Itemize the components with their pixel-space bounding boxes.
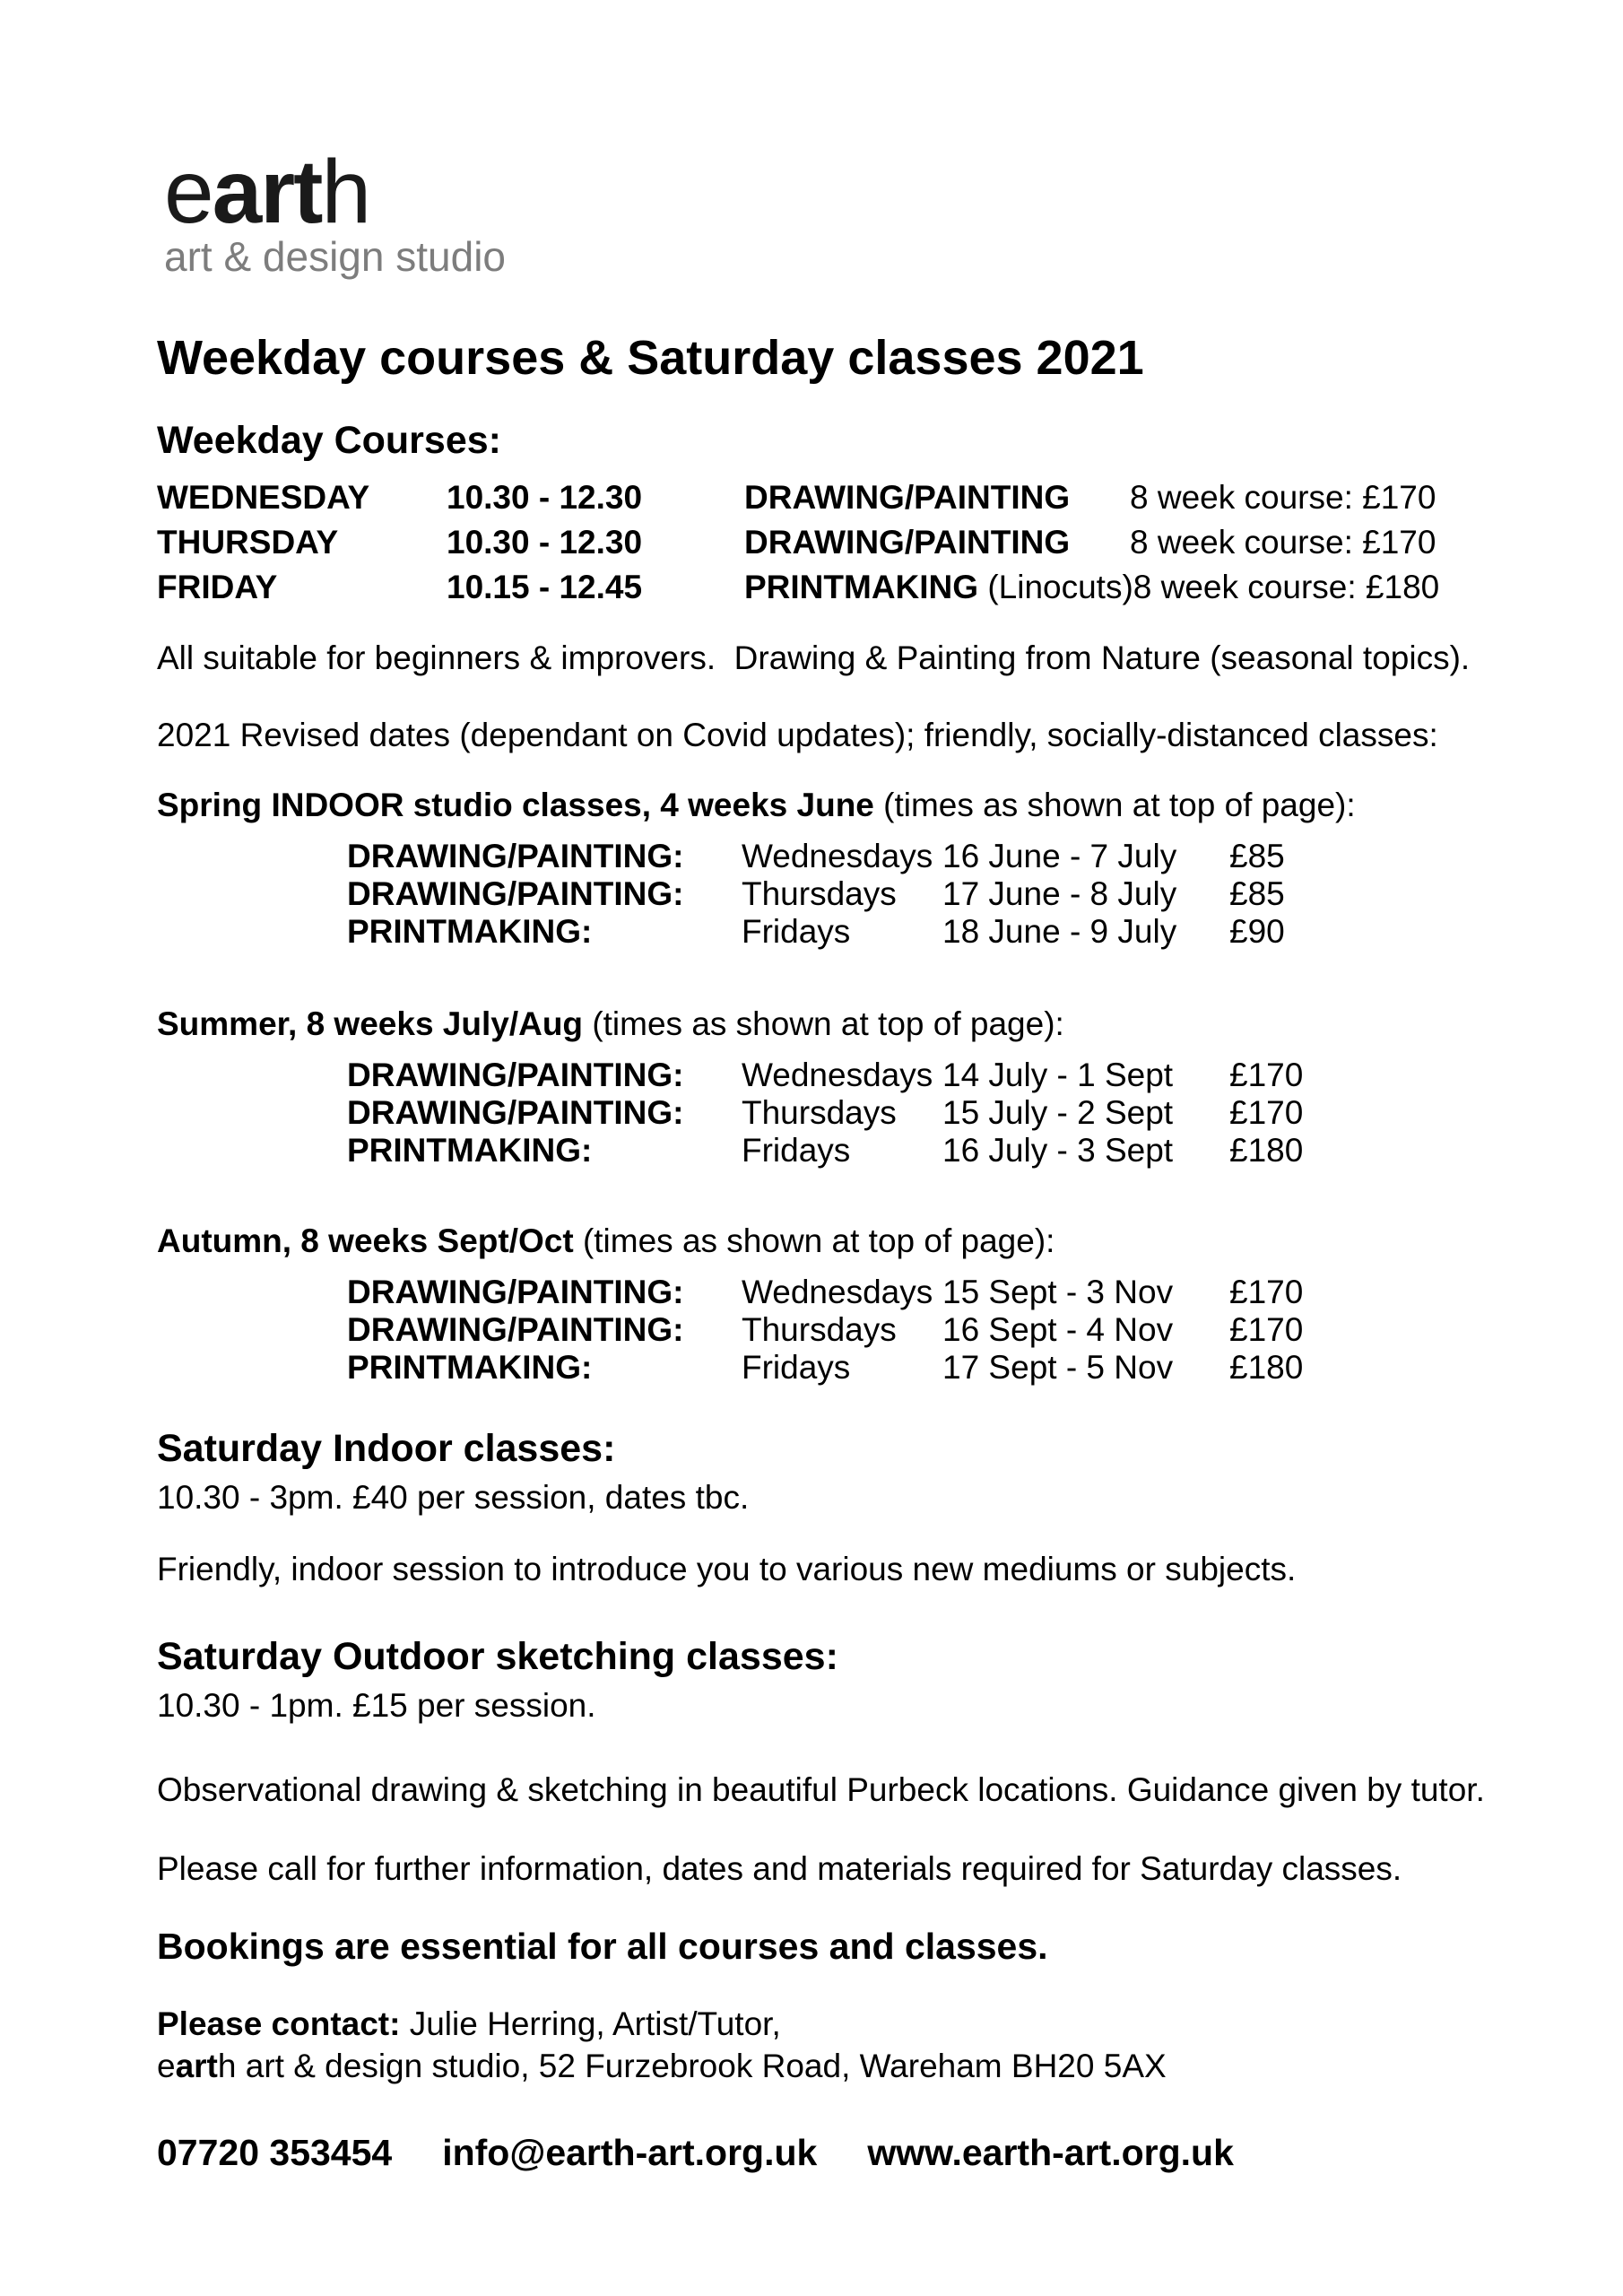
course-name-cell [744,565,1133,610]
season-row [347,913,1515,951]
season-price: £170 [1229,1274,1304,1311]
season-table-autumn [157,1274,1515,1387]
email-address: info@earth-art.org.uk [442,2132,818,2174]
course-day: THURSDAY [157,523,339,561]
season-dates: 17 June - 8 July [942,875,1177,913]
phone-number: 07720 353454 [157,2132,393,2174]
saturday-indoor-description: Friendly, indoor session to introduce you to various new mediums or subjects. [157,1551,1297,1588]
contact-person: Julie Herring, Artist/Tutor, [400,2005,781,2043]
contact-line-address [157,2045,1515,2087]
course-day: FRIDAY [157,568,278,605]
season-course: DRAWING/PAINTING: [347,1057,684,1094]
saturday-outdoor-times: 10.30 - 1pm. £15 per session. [157,1686,596,1724]
season-day: Thursdays [742,1094,897,1132]
season-dates: 15 Sept - 3 Nov [942,1274,1174,1311]
intro-paragraph-revised-dates: 2021 Revised dates (dependant on Covid updates); friendly, socially-distanced classes: [157,717,1438,754]
course-name: DRAWING/PAINTING [744,478,1071,516]
season-price: £85 [1229,838,1285,875]
saturday-outdoor-heading: Saturday Outdoor sketching classes: [157,1635,838,1679]
season-dates: 16 June - 7 July [942,838,1177,875]
season-dates: 15 July - 2 Sept [942,1094,1174,1132]
weekday-course-row [157,565,1515,610]
season-day: Wednesdays [742,1057,933,1094]
season-heading-rest: (times as shown at top of page): [873,787,1356,824]
bookings-notice: Bookings are essential for all courses and classes. [157,1926,1048,1968]
season-course: DRAWING/PAINTING: [347,875,684,913]
season-row [347,838,1515,875]
season-course: PRINTMAKING: [347,913,593,951]
season-course: DRAWING/PAINTING: [347,1311,684,1349]
weekday-course-row [157,520,1515,565]
season-day: Fridays [742,913,851,951]
season-heading-bold: Spring INDOOR studio classes, 4 weeks June [157,787,874,824]
season-row [347,1311,1515,1349]
course-price: 8 week course: £170 [1130,478,1436,516]
season-price: £170 [1229,1094,1304,1132]
season-heading-rest: (times as shown at top of page): [583,1005,1064,1043]
season-row [347,1094,1515,1132]
season-table-summer [157,1057,1515,1170]
page-title: Weekday courses & Saturday classes 2021 [157,331,1144,386]
course-time: 10.30 - 12.30 [447,478,643,516]
season-heading-rest: (times as shown at top of page): [573,1222,1055,1260]
weekday-courses-table [157,475,1515,610]
saturday-outdoor-description: Observational drawing & sketching in beautiful Purbeck locations. Guidance given by tutor. [157,1770,1485,1808]
season-heading-summer [157,1003,1515,1046]
season-row [347,1349,1515,1387]
season-dates: 14 July - 1 Sept [942,1057,1174,1094]
season-price: £90 [1229,913,1285,951]
course-name: PRINTMAKING [744,568,979,605]
logo-wordmark [164,142,1515,242]
season-dates: 16 Sept - 4 Nov [942,1311,1174,1349]
season-price: £85 [1229,875,1285,913]
season-row [347,1132,1515,1170]
season-heading-autumn [157,1220,1515,1263]
season-dates: 16 July - 3 Sept [942,1132,1174,1170]
season-course: DRAWING/PAINTING: [347,838,684,875]
season-row [347,875,1515,913]
logo-subtitle: art & design studio [164,233,507,280]
season-row [347,1274,1515,1311]
season-dates: 17 Sept - 5 Nov [942,1349,1174,1387]
season-table-spring [157,838,1515,951]
season-day: Wednesdays [742,838,933,875]
season-heading-bold: Autumn, 8 weeks Sept/Oct [157,1222,574,1260]
season-row [347,1057,1515,1094]
logo-wordmark-bold: art [212,142,322,242]
course-time: 10.30 - 12.30 [447,523,643,561]
logo-wordmark-prefix: e [164,142,213,242]
contact-block [157,2003,1515,2087]
contact-line-person [157,2003,1515,2045]
saturday-call-note: Please call for further information, dates and materials required for Saturday classes. [157,1850,1402,1888]
weekday-courses-heading: Weekday Courses: [157,419,501,463]
season-heading-spring [157,784,1515,827]
season-price: £180 [1229,1349,1304,1387]
saturday-indoor-heading: Saturday Indoor classes: [157,1427,616,1471]
course-price: 8 week course: £170 [1130,523,1436,561]
course-note: (Linocuts) [978,568,1133,605]
season-day: Thursdays [742,1311,897,1349]
season-price: £170 [1229,1057,1304,1094]
course-name: DRAWING/PAINTING [744,523,1071,561]
season-heading-bold: Summer, 8 weeks July/Aug [157,1005,584,1043]
season-price: £180 [1229,1132,1304,1170]
website-url: www.earth-art.org.uk [867,2132,1234,2174]
course-name-cell [744,520,1130,565]
contact-label: Please contact: [157,2005,401,2043]
course-name-cell [744,475,1130,520]
season-course: PRINTMAKING: [347,1132,593,1170]
saturday-indoor-times: 10.30 - 3pm. £40 per session, dates tbc. [157,1479,750,1517]
weekday-course-row [157,475,1515,520]
course-price: 8 week course: £180 [1133,568,1440,605]
course-time: 10.15 - 12.45 [447,568,643,605]
address-bold: art [175,2048,218,2085]
season-course: PRINTMAKING: [347,1349,593,1387]
season-day: Fridays [742,1349,851,1387]
season-course: DRAWING/PAINTING: [347,1274,684,1311]
intro-paragraph-suitability: All suitable for beginners & improvers. Drawing & Painting from Nature (seasonal topics). [157,639,1471,676]
address-prefix: e [157,2048,176,2085]
address-rest: h art & design studio, 52 Furzebrook Road, Wareham BH20 5AX [217,2048,1167,2085]
logo [164,142,1515,280]
season-course: DRAWING/PAINTING: [347,1094,684,1132]
logo-wordmark-suffix: h [321,142,370,242]
contact-details-line [157,2132,1515,2174]
season-price: £170 [1229,1311,1304,1349]
season-dates: 18 June - 9 July [942,913,1177,951]
season-day: Fridays [742,1132,851,1170]
course-day: WEDNESDAY [157,478,370,516]
season-day: Thursdays [742,875,897,913]
season-day: Wednesdays [742,1274,933,1311]
